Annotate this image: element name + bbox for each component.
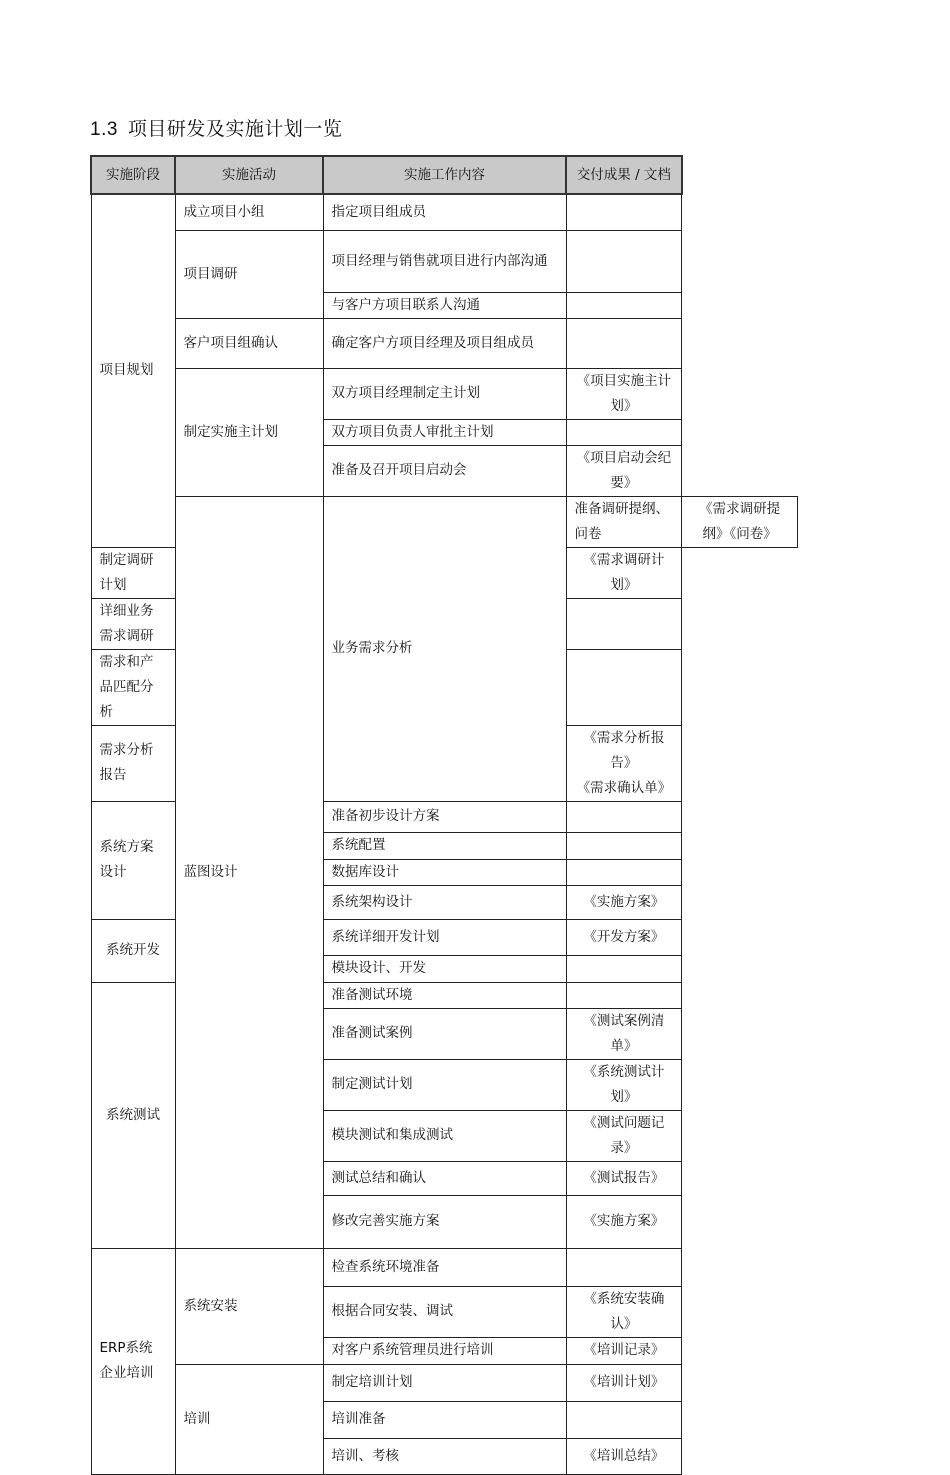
work-cell: 确定客户方项目经理及项目组成员 [323, 318, 566, 368]
deliverable-cell: 《测试报告》 [566, 1161, 682, 1195]
deliverable-cell [566, 230, 682, 292]
stage-cell: 项目规划 [91, 194, 175, 547]
work-cell: 需求和产品匹配分析 [91, 649, 175, 725]
table-row [91, 1248, 798, 1286]
work-cell: 制定测试计划 [323, 1059, 566, 1110]
activity-cell: 培训 [175, 1364, 323, 1474]
work-cell: 模块设计、开发 [323, 955, 566, 982]
deliverable-cell: 《培训总结》 [566, 1438, 682, 1474]
table-row [91, 318, 798, 368]
deliverable-line: 《需求分析报告》 [583, 729, 665, 771]
deliverable-cell: 《实施方案》 [566, 885, 682, 919]
activity-cell: 系统安装 [175, 1248, 323, 1364]
work-cell: 准备调研提纲、问卷 [566, 496, 682, 547]
work-cell: 对客户系统管理员进行培训 [323, 1337, 566, 1364]
work-cell: 准备测试案例 [323, 1008, 566, 1059]
work-cell: 系统配置 [323, 832, 566, 859]
deliverable-cell: 《系统测试计划》 [566, 1059, 682, 1110]
table-row [91, 230, 798, 292]
deliverable-cell [566, 292, 682, 318]
activity-cell: 制定实施主计划 [175, 368, 323, 496]
deliverable-cell: 《需求调研计划》 [566, 547, 682, 598]
work-cell: 项目经理与销售就项目进行内部沟通 [323, 230, 566, 292]
stage-cell: 蓝图设计 [175, 496, 323, 1248]
deliverable-cell [566, 832, 682, 859]
deliverable-cell [566, 419, 682, 445]
deliverable-cell [566, 1248, 682, 1286]
work-cell: 与客户方项目联系人沟通 [323, 292, 566, 318]
deliverable-cell [566, 955, 682, 982]
section-heading [90, 114, 342, 141]
deliverable-cell [566, 1401, 682, 1438]
table-row [91, 194, 798, 230]
work-cell: 培训准备 [323, 1401, 566, 1438]
implementation-plan-table [90, 155, 798, 1475]
activity-cell: 项目调研 [175, 230, 323, 318]
deliverable-cell: 《实施方案》 [566, 1195, 682, 1248]
table-header-row [91, 156, 798, 194]
deliverable-cell: 《开发方案》 [566, 919, 682, 955]
activity-cell: 系统方案设计 [91, 801, 175, 919]
deliverable-cell [566, 318, 682, 368]
deliverable-cell [566, 194, 682, 230]
section-number: 1.3 [90, 119, 118, 140]
work-cell: 指定项目组成员 [323, 194, 566, 230]
work-cell: 准备及召开项目启动会 [323, 445, 566, 496]
table-row [91, 368, 798, 419]
work-cell: 系统架构设计 [323, 885, 566, 919]
stage-name-line: ERP系统 [99, 1340, 153, 1356]
activity-cell: 成立项目小组 [175, 194, 323, 230]
work-cell: 制定培训计划 [323, 1364, 566, 1401]
header-work: 实施工作内容 [323, 156, 566, 194]
activity-cell: 客户项目组确认 [175, 318, 323, 368]
activity-cell: 业务需求分析 [323, 496, 566, 801]
deliverable-cell: 《需求调研提纲》《问卷》 [682, 496, 798, 547]
work-cell: 制定调研计划 [91, 547, 175, 598]
work-cell: 准备初步设计方案 [323, 801, 566, 832]
work-cell: 测试总结和确认 [323, 1161, 566, 1195]
deliverable-cell: 《培训计划》 [566, 1364, 682, 1401]
deliverable-cell [566, 598, 682, 649]
deliverable-cell: 《系统安装确认》 [566, 1286, 682, 1337]
stage-cell [91, 1248, 175, 1474]
work-cell: 数据库设计 [323, 859, 566, 885]
deliverable-cell: 《测试案例清单》 [566, 1008, 682, 1059]
deliverable-cell [566, 725, 682, 801]
deliverable-cell: 《项目实施主计划》 [566, 368, 682, 419]
activity-cell: 系统开发 [91, 919, 175, 982]
table-row [91, 1364, 798, 1401]
stage-name-line: 企业培训 [99, 1365, 154, 1381]
header-activity: 实施活动 [175, 156, 323, 194]
work-cell: 培训、考核 [323, 1438, 566, 1474]
deliverable-cell [566, 859, 682, 885]
table-row [91, 496, 798, 547]
deliverable-cell [566, 649, 682, 725]
work-cell: 模块测试和集成测试 [323, 1110, 566, 1161]
work-cell: 系统详细开发计划 [323, 919, 566, 955]
work-cell: 准备测试环境 [323, 982, 566, 1008]
deliverable-cell [566, 801, 682, 832]
deliverable-cell: 《测试问题记录》 [566, 1110, 682, 1161]
activity-cell: 系统测试 [91, 982, 175, 1248]
deliverable-line: 《需求确认单》 [576, 779, 672, 796]
section-title: 项目研发及实施计划一览 [127, 118, 343, 140]
deliverable-cell: 《项目启动会纪要》 [566, 445, 682, 496]
work-cell: 根据合同安装、调试 [323, 1286, 566, 1337]
work-cell: 检查系统环境准备 [323, 1248, 566, 1286]
work-cell: 修改完善实施方案 [323, 1195, 566, 1248]
work-cell: 需求分析报告 [91, 725, 175, 801]
work-cell: 双方项目经理制定主计划 [323, 368, 566, 419]
deliverable-cell: 《培训记录》 [566, 1337, 682, 1364]
header-stage: 实施阶段 [91, 156, 175, 194]
work-cell: 双方项目负责人审批主计划 [323, 419, 566, 445]
work-cell: 详细业务需求调研 [91, 598, 175, 649]
deliverable-cell [566, 982, 682, 1008]
header-deliverable: 交付成果 / 文档 [566, 156, 682, 194]
